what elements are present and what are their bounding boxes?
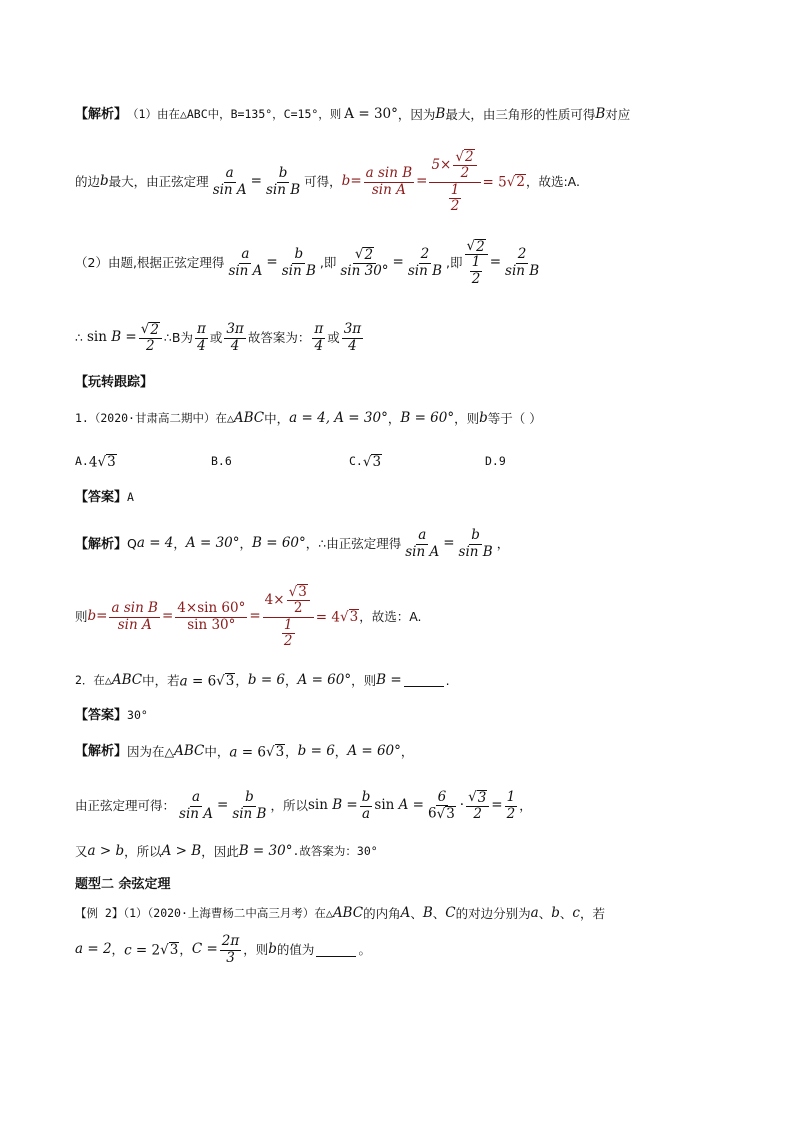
fraction-4sin60-sin30: $\frac{4\times\sin 60^\circ}{\sin 30^\circ}$ bbox=[177, 599, 246, 633]
fraction-pi-4: $\frac{\pi}{4}$ bbox=[314, 320, 324, 354]
fraction-a-sinA: $\frac{a}{\text{sin A}}$ bbox=[228, 245, 263, 279]
fraction-2-sinB: $\frac{2}{\text{sin B}}$ bbox=[407, 245, 443, 279]
fraction-a-sinA: $\frac{a}{\text{sin A}}$ bbox=[405, 526, 440, 560]
solution-2-continued: 由正弦定理可得： $\frac{a}{\text{sin A}}$ = $\frac{b}{\text{sin B}}$ ，所以 sin B = $\frac{b}{a}$ sin A = 6 6 √ 3 · √ 3 2 = $\frac{1}{2}$ ， bbox=[75, 788, 532, 823]
result: = 5 √ 2 bbox=[482, 174, 525, 191]
option-a: A. 4 √ 3 bbox=[75, 454, 116, 471]
complex-fraction: 4× √ 3 2 1 2 bbox=[263, 584, 314, 649]
analysis-text: 可得， bbox=[304, 173, 342, 189]
fraction-asinB-sinA: $\frac{\text{a sin B}}{\text{sin A}}$ bbox=[365, 164, 413, 198]
solution-1-continued: 则 b = $\frac{\text{a sin B}}{\text{sin A}}$ = $\frac{4\times\sin 60^\circ}{\sin 30^\circ}$ = 4× √ 3 2 1 2 = 4 √ 3 ，故选：A. bbox=[75, 583, 422, 650]
section-heading-2: 题型二 余弦定理 bbox=[75, 877, 171, 892]
analysis-text: ，因为 bbox=[397, 106, 436, 122]
analysis-text: 最大，由正弦定理 bbox=[108, 173, 209, 189]
analysis-text: 最大，由三角形的性质可得 bbox=[445, 106, 596, 122]
fraction-b-sinB: $\frac{b}{\text{sin B}}$ bbox=[265, 164, 301, 198]
analysis-text: 或 bbox=[327, 329, 340, 345]
question-1: 1.（2020·甘肃高二期中）在△ ABC 中， a = 4, A = 30° ， B = 60° ，则 b 等于（ ） bbox=[75, 410, 542, 426]
answer-1: 【答案】 A bbox=[75, 489, 134, 505]
analysis-text: ,即 bbox=[319, 254, 337, 270]
section-heading: 【玩转跟踪】 bbox=[75, 375, 154, 390]
analysis-text: ，故选:A. bbox=[525, 173, 580, 189]
fraction-b-a: $\frac{b}{a}$ bbox=[361, 788, 371, 822]
fraction-asinB-sinA: $\frac{\text{a sin B}}{\text{sin A}}$ bbox=[111, 599, 158, 633]
fraction-a-sinA: $\frac{a}{\text{sin A}}$ bbox=[212, 164, 247, 198]
answer-blank bbox=[404, 674, 444, 687]
fraction-pi-4: $\frac{\pi}{4}$ bbox=[196, 320, 206, 354]
math-var: B bbox=[435, 106, 446, 122]
fraction-3pi-4: $\frac{3\pi}{4}$ bbox=[226, 320, 244, 354]
analysis-text: 故答案为： bbox=[247, 329, 311, 345]
fraction-3pi-4: $\frac{3\pi}{4}$ bbox=[343, 320, 362, 354]
fraction-2pi-3: $\frac{2\pi}{3}$ bbox=[221, 932, 240, 966]
analysis-tag: 【解析】 bbox=[75, 107, 128, 123]
analysis-text: 的边 bbox=[75, 173, 101, 189]
analysis-text: 对应 bbox=[605, 106, 631, 122]
example-2: 【例 2】（1）（2020·上海曹杨二中高三月考）在△ ABC 的内角 A 、 B 、 C 的对边分别为 a 、 b 、 c ，若 bbox=[75, 905, 605, 921]
equals-sign: = bbox=[350, 173, 362, 190]
math-A-30: A = 30° bbox=[344, 106, 398, 122]
fraction-sqrt3-2: √ 3 2 bbox=[466, 790, 489, 822]
question-2: 2．在△ ABC 中，若 a = 6 √ 3 ， b = 6 ， A = 60° ，则 B = . bbox=[75, 672, 450, 690]
option-b: B.6 bbox=[211, 454, 232, 469]
therefore: ∴ bbox=[163, 329, 172, 345]
example-2-continued: a = 2 ， c = 2 √ 3 ， C = $\frac{2\pi}{3}$ ，则 b 的值为 。 bbox=[75, 932, 371, 966]
option-c: C. √ 3 bbox=[349, 454, 382, 471]
answer-blank bbox=[316, 944, 356, 957]
result: = 4 √ 3 bbox=[315, 609, 359, 626]
fraction-sqrt2-sin30: √ 2 sin 30° bbox=[340, 246, 389, 279]
fraction-b-sinB: $\frac{b}{\text{sin B}}$ bbox=[458, 526, 493, 560]
fraction-b-sinB: $\frac{b}{\text{sin B}}$ bbox=[281, 245, 316, 279]
fraction-sqrt2-2: √ 2 2 bbox=[139, 322, 162, 354]
solution-2-conclusion: 又 a > b ，所以 A > B ，因此 B = 30° .故答案为：30° bbox=[75, 843, 378, 859]
equals-sign: = bbox=[250, 173, 262, 190]
question-1-options bbox=[75, 454, 506, 470]
analysis-line-3: （2）由题,根据正弦定理得 $\frac{a}{\text{sin A}}$ = $\frac{b}{\text{sin B}}$ ,即 √ 2 sin 30° = $\frac{2}{\text{sin B}}$ ,即 √ 2 1 2 = $\frac{2}{\text{sin B}}$ bbox=[75, 237, 540, 287]
complex-fraction: 5× √ 2 2 1 2 bbox=[429, 149, 480, 214]
math-var: b bbox=[341, 173, 351, 190]
equals-sign: = bbox=[416, 173, 428, 190]
analysis-text: ,即 bbox=[446, 254, 463, 270]
answer-2: 【答案】 30° bbox=[75, 707, 148, 723]
fraction-a-sinA: $\frac{a}{\text{sin A}}$ bbox=[179, 788, 213, 822]
therefore: ∴ bbox=[75, 329, 83, 345]
fraction-6-6sqrt3: 6 6 √ 3 bbox=[428, 788, 455, 823]
analysis-line-2 bbox=[75, 142, 580, 222]
option-d: D.9 bbox=[485, 454, 506, 469]
solution-2: 【解析】 因为在△ ABC 中， a = 6 √ 3 ， b = 6 ， A = 60° ， bbox=[75, 743, 414, 761]
analysis-text: 或 bbox=[209, 329, 223, 345]
analysis-text: B为 bbox=[171, 329, 193, 345]
solution-1: 【解析】 Q a = 4 ， A = 30° ， B = 60° ，∴由正弦定理得 $\frac{a}{\text{sin A}}$ = $\frac{b}{\text{sin B}}$ ， bbox=[75, 526, 510, 560]
analysis-line-4: ∴ sin B = √ 2 2 ∴ B为 $\frac{\pi}{4}$ 或 $\frac{3\pi}{4}$ 故答案为： $\frac{\pi}{4}$ 或 $\frac{3\pi}{4}$ bbox=[75, 320, 362, 354]
math-var: b bbox=[100, 173, 109, 190]
analysis-line-1 bbox=[75, 108, 630, 122]
fraction-2-sinB: $\frac{2}{\text{sin B}}$ bbox=[505, 245, 540, 279]
analysis-text: （1）由在△ABC中，B=135°，C=15°，则 bbox=[127, 107, 342, 121]
fraction-b-sinB: $\frac{b}{\text{sin B}}$ bbox=[232, 788, 267, 822]
math-var: B bbox=[595, 106, 606, 122]
fraction-1-2: $\frac{1}{2}$ bbox=[506, 788, 516, 822]
analysis-text: （2）由题,根据正弦定理得 bbox=[75, 254, 225, 270]
complex-fraction: √ 2 1 2 bbox=[465, 239, 488, 288]
